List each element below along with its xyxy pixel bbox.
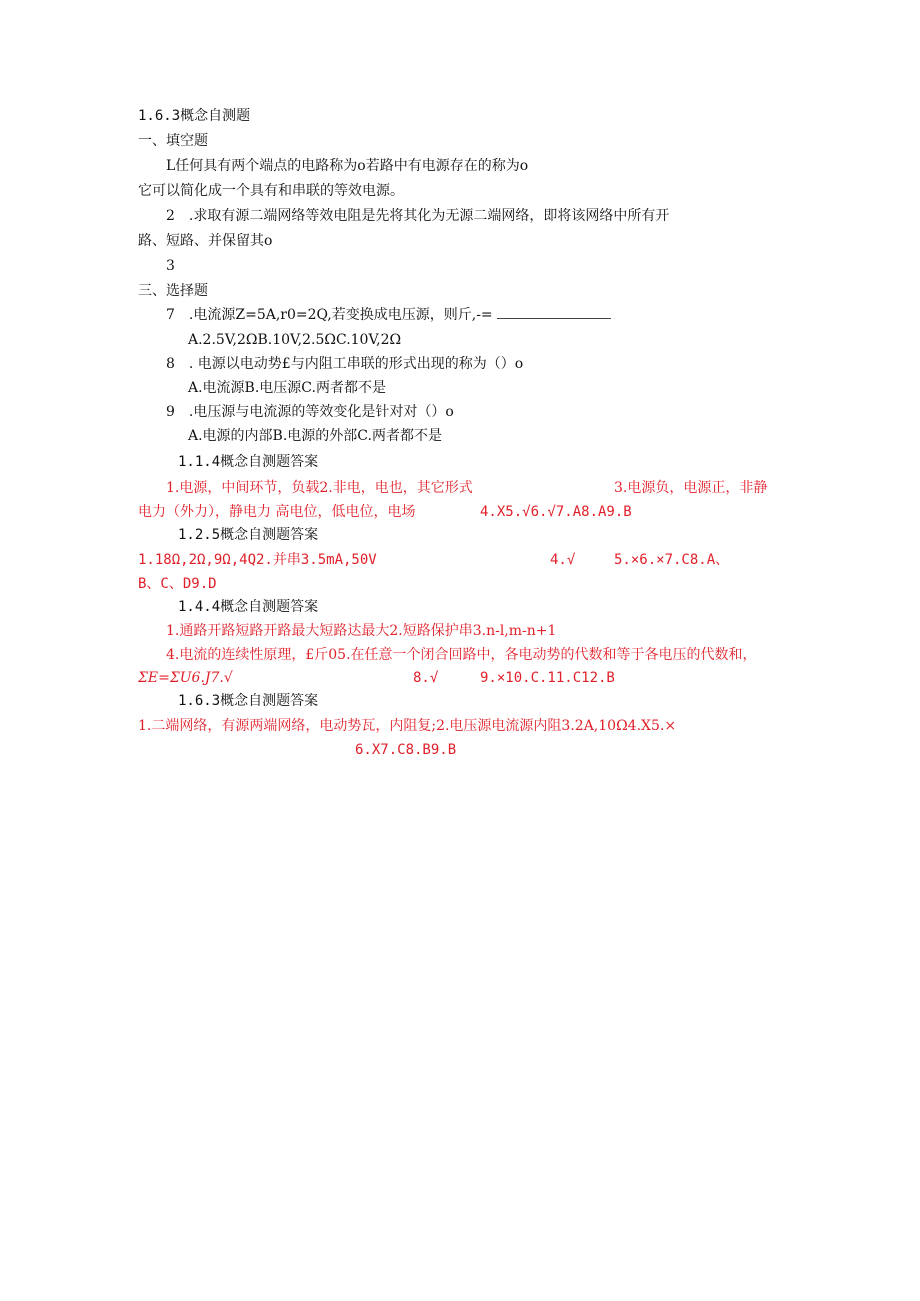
answers-1-6-3-line-2: 6.X7.C8.B9.B bbox=[355, 742, 457, 758]
question-1-line-2: 它可以简化成一个具有和串联的等效电源。 bbox=[138, 183, 404, 199]
answers-1-4-4-line-3c: 9.×10.C.11.C12.B bbox=[480, 670, 615, 686]
answers-1-1-4-line-2a: 电力（外力），静电力 高电位，低电位，电场 bbox=[138, 504, 416, 520]
question-2-line-2: 路、短路、并保留其o bbox=[138, 233, 273, 249]
question-7-text: 7 .电流源Z=5A,r0=2Q,若变换成电压源，则斤,-= bbox=[166, 307, 493, 323]
question-2-line-1: 2 .求取有源二端网络等效电阻是先将其化为无源二端网络，即将该网络中所有开 bbox=[166, 208, 670, 224]
answers-1-2-5-line-2: B、C、D9.D bbox=[138, 576, 217, 592]
answers-1-2-5-title: 1.2.5概念自测题答案 bbox=[178, 527, 319, 543]
answers-1-1-4-line-1b: 3.电源负，电源正，非静 bbox=[614, 480, 768, 496]
question-9: 9 .电压源与电流源的等效变化是针对对（）o bbox=[166, 404, 454, 420]
answers-1-4-4-line-2: 4.电流的连续性原理，£斤05.在任意一个闭合回路中，各电动势的代数和等于各电压的代数和， bbox=[166, 647, 757, 663]
answers-1-2-5-line-1c: 5.×6.×7.C8.A、 bbox=[614, 552, 730, 568]
answers-1-1-4-title: 1.1.4概念自测题答案 bbox=[178, 454, 319, 470]
question-8: 8 . 电源以电动势£与内阻工串联的形式出现的称为（）o bbox=[166, 356, 524, 372]
answers-1-1-4-line-1a: 1.电源，中间环节，负载2.非电，电也，其它形式 bbox=[166, 480, 473, 496]
answers-1-4-4-line-3b: 8.√ bbox=[413, 670, 439, 686]
question-7 bbox=[166, 305, 611, 325]
question-9-options: A.电源的内部B.电源的外部C.两者都不是 bbox=[188, 428, 442, 444]
answers-1-4-4-title: 1.4.4概念自测题答案 bbox=[178, 599, 319, 615]
answers-1-6-3-line-1: 1.二端网络，有源两端网络，电动势瓦，内阻复;2.电压源电流源内阻3.2A,10Ω4.X5.× bbox=[138, 718, 677, 734]
question-8-options: A.电流源B.电压源C.两者都不是 bbox=[188, 380, 386, 396]
answers-1-4-4-line-3a: ΣE=ΣU6.J7.√ bbox=[138, 670, 233, 686]
question-1-line-1: L任何具有两个端点的电路称为o若路中有电源存在的称为o bbox=[166, 158, 529, 174]
doc-title: 1.6.3概念自测题 bbox=[138, 108, 251, 124]
question-3: 3 bbox=[166, 258, 175, 274]
answers-1-2-5-line-1a: 1.18Ω,2Ω,9Ω,4Q2.并串3.5mA,50V bbox=[138, 552, 377, 568]
answers-1-1-4-line-2b: 4.X5.√6.√7.A8.A9.B bbox=[480, 504, 632, 520]
answers-1-6-3-title: 1.6.3概念自测题答案 bbox=[178, 693, 319, 709]
answer-blank bbox=[497, 306, 611, 319]
answers-1-2-5-line-1b: 4.√ bbox=[550, 552, 576, 568]
question-7-options: A.2.5V,2ΩB.10V,2.5ΩC.10V,2Ω bbox=[188, 332, 402, 348]
section-fill-blank: 一、填空题 bbox=[138, 133, 208, 149]
section-multiple-choice: 三、选择题 bbox=[138, 283, 208, 299]
answers-1-4-4-line-1: 1.通路开路短路开路最大短路达最大2.短路保护串3.n-l,m-n+1 bbox=[166, 623, 557, 639]
